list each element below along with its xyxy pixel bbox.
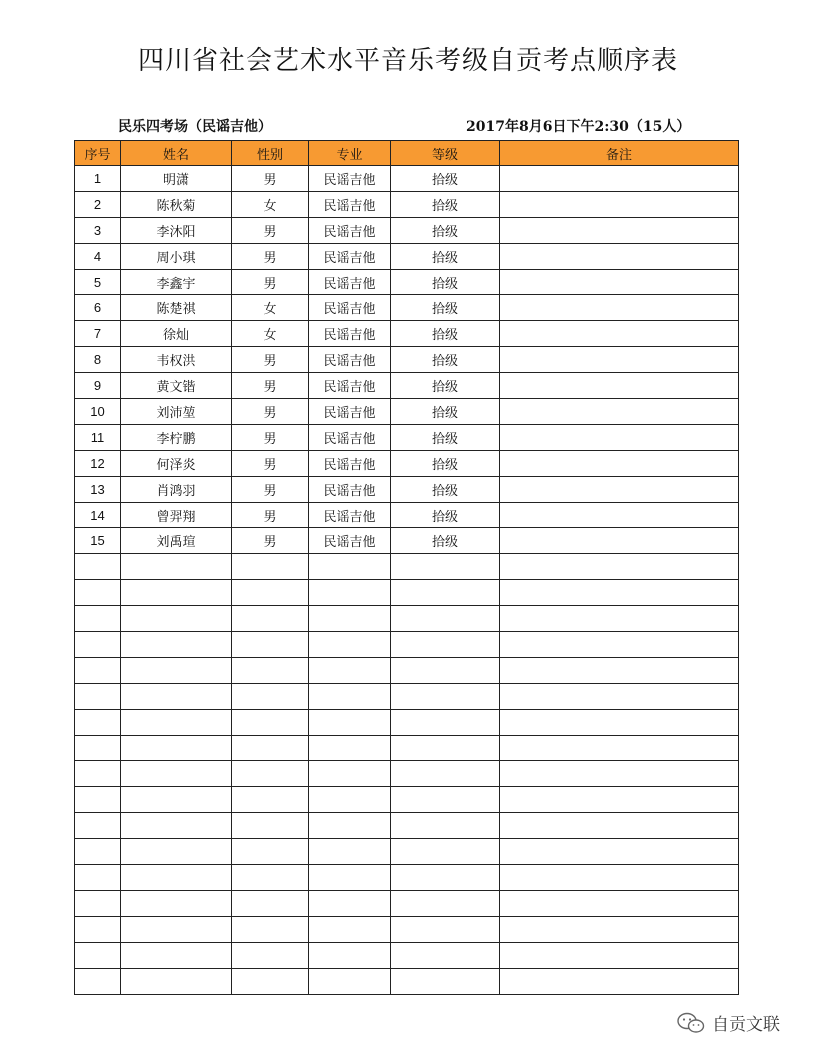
cell-note [500,476,739,502]
empty-cell [75,554,121,580]
cell-name: 黄文锴 [121,373,232,399]
watermark-text: 自贡文联 [712,1015,780,1035]
table-row [75,191,739,217]
cell-no: 8 [75,347,121,373]
empty-cell [75,865,121,891]
empty-cell [232,735,309,761]
cell-major: 民谣吉他 [309,191,391,217]
empty-table-row [75,709,739,735]
empty-cell [391,890,500,916]
empty-cell [309,735,391,761]
empty-cell [500,632,739,658]
empty-cell [75,657,121,683]
empty-cell [500,657,739,683]
empty-cell [121,787,232,813]
empty-table-row [75,916,739,942]
empty-cell [121,632,232,658]
empty-cell [391,813,500,839]
cell-major: 民谣吉他 [309,243,391,269]
cell-gender: 女 [232,321,309,347]
cell-note [500,243,739,269]
table-row [75,528,739,554]
cell-level: 拾级 [391,321,500,347]
cell-no: 15 [75,528,121,554]
cell-gender: 男 [232,424,309,450]
table-row [75,373,739,399]
cell-level: 拾级 [391,399,500,425]
cell-gender: 男 [232,450,309,476]
cell-name: 周小琪 [121,243,232,269]
table-row [75,217,739,243]
cell-name: 李柠鹏 [121,424,232,450]
empty-cell [391,735,500,761]
empty-cell [500,865,739,891]
empty-cell [500,580,739,606]
cell-no: 6 [75,295,121,321]
empty-cell [500,709,739,735]
empty-cell [500,839,739,865]
cell-no: 7 [75,321,121,347]
empty-cell [391,709,500,735]
empty-cell [232,916,309,942]
cell-level: 拾级 [391,243,500,269]
cell-level: 拾级 [391,476,500,502]
empty-cell [121,657,232,683]
table-row [75,399,739,425]
empty-cell [121,968,232,994]
cell-gender: 男 [232,166,309,192]
cell-gender: 男 [232,528,309,554]
empty-cell [121,890,232,916]
cell-name: 李鑫宇 [121,269,232,295]
empty-cell [500,606,739,632]
empty-cell [309,813,391,839]
empty-cell [232,839,309,865]
empty-cell [75,709,121,735]
empty-cell [121,761,232,787]
cell-note [500,295,739,321]
cell-no: 11 [75,424,121,450]
empty-cell [391,761,500,787]
empty-cell [232,683,309,709]
cell-level: 拾级 [391,347,500,373]
cell-name: 曾羿翔 [121,502,232,528]
empty-cell [75,813,121,839]
cell-gender: 男 [232,476,309,502]
cell-major: 民谣吉他 [309,450,391,476]
cell-major: 民谣吉他 [309,321,391,347]
empty-cell [309,839,391,865]
cell-gender: 男 [232,502,309,528]
empty-cell [75,632,121,658]
empty-cell [232,709,309,735]
cell-note [500,502,739,528]
header-note: 备注 [500,141,739,166]
cell-gender: 男 [232,373,309,399]
empty-cell [232,890,309,916]
empty-cell [121,942,232,968]
empty-cell [500,761,739,787]
cell-name: 徐灿 [121,321,232,347]
cell-note [500,217,739,243]
table-header-row [75,141,739,166]
empty-cell [121,839,232,865]
empty-cell [121,735,232,761]
table-row [75,347,739,373]
page-title: 四川省社会艺术水平音乐考级自贡考点顺序表 [137,46,678,76]
empty-table-row [75,735,739,761]
table-row [75,476,739,502]
cell-level: 拾级 [391,217,500,243]
empty-cell [232,968,309,994]
table-row [75,166,739,192]
empty-cell [309,632,391,658]
cell-name: 何泽炎 [121,450,232,476]
cell-name: 肖鸿羽 [121,476,232,502]
empty-cell [391,683,500,709]
empty-cell [75,839,121,865]
empty-cell [121,554,232,580]
cell-level: 拾级 [391,450,500,476]
cell-major: 民谣吉他 [309,528,391,554]
cell-major: 民谣吉他 [309,476,391,502]
cell-no: 5 [75,269,121,295]
empty-cell [121,865,232,891]
empty-cell [309,890,391,916]
empty-cell [391,787,500,813]
empty-cell [309,968,391,994]
empty-cell [232,606,309,632]
cell-gender: 男 [232,399,309,425]
cell-major: 民谣吉他 [309,502,391,528]
wechat-icon [676,1011,706,1035]
header-name: 姓名 [121,141,232,166]
header-level: 等级 [391,141,500,166]
empty-table-row [75,632,739,658]
empty-table-row [75,580,739,606]
cell-major: 民谣吉他 [309,347,391,373]
empty-table-row [75,683,739,709]
empty-cell [500,890,739,916]
cell-note [500,450,739,476]
empty-cell [232,632,309,658]
empty-cell [500,683,739,709]
cell-note [500,528,739,554]
empty-cell [121,813,232,839]
cell-major: 民谣吉他 [309,295,391,321]
empty-table-row [75,787,739,813]
empty-cell [75,890,121,916]
cell-level: 拾级 [391,373,500,399]
empty-cell [232,554,309,580]
cell-major: 民谣吉他 [309,166,391,192]
cell-note [500,321,739,347]
cell-name: 明潇 [121,166,232,192]
empty-cell [500,813,739,839]
empty-table-row [75,657,739,683]
empty-cell [391,916,500,942]
cell-level: 拾级 [391,502,500,528]
table-row [75,321,739,347]
empty-cell [121,606,232,632]
empty-cell [309,683,391,709]
empty-cell [232,657,309,683]
venue-label: 民乐四考场（民谣吉他） [118,119,272,135]
empty-cell [391,968,500,994]
table-row [75,269,739,295]
cell-name: 韦权洪 [121,347,232,373]
empty-cell [500,968,739,994]
empty-cell [391,554,500,580]
empty-cell [391,632,500,658]
empty-cell [309,709,391,735]
cell-major: 民谣吉他 [309,373,391,399]
cell-no: 10 [75,399,121,425]
cell-note [500,191,739,217]
cell-level: 拾级 [391,269,500,295]
empty-cell [391,580,500,606]
empty-cell [309,580,391,606]
cell-gender: 女 [232,191,309,217]
cell-gender: 女 [232,295,309,321]
cell-level: 拾级 [391,191,500,217]
table-row [75,424,739,450]
cell-no: 14 [75,502,121,528]
cell-note [500,399,739,425]
cell-no: 2 [75,191,121,217]
header-gender: 性别 [232,141,309,166]
table-row [75,502,739,528]
header-no: 序号 [75,141,121,166]
empty-cell [75,787,121,813]
cell-no: 13 [75,476,121,502]
empty-cell [121,683,232,709]
cell-note [500,424,739,450]
cell-major: 民谣吉他 [309,269,391,295]
empty-cell [232,865,309,891]
empty-table-row [75,942,739,968]
header-major: 专业 [309,141,391,166]
empty-cell [391,839,500,865]
table-row [75,295,739,321]
empty-cell [121,709,232,735]
empty-cell [75,761,121,787]
empty-cell [500,554,739,580]
cell-name: 刘沛堃 [121,399,232,425]
empty-cell [309,554,391,580]
cell-major: 民谣吉他 [309,399,391,425]
cell-gender: 男 [232,217,309,243]
empty-cell [309,865,391,891]
watermark [676,1010,780,1035]
cell-note [500,166,739,192]
empty-cell [500,787,739,813]
empty-cell [75,968,121,994]
empty-cell [75,580,121,606]
empty-table-row [75,761,739,787]
empty-cell [500,942,739,968]
empty-cell [309,942,391,968]
empty-cell [232,787,309,813]
empty-cell [232,580,309,606]
empty-cell [391,606,500,632]
cell-name: 陈楚祺 [121,295,232,321]
cell-level: 拾级 [391,295,500,321]
cell-level: 拾级 [391,424,500,450]
order-table [74,140,739,995]
schedule-time: 2017年8月6日下午2:30（15人） [466,119,691,135]
cell-no: 1 [75,166,121,192]
empty-cell [309,657,391,683]
empty-cell [500,735,739,761]
empty-cell [309,916,391,942]
cell-name: 陈秋菊 [121,191,232,217]
cell-major: 民谣吉他 [309,424,391,450]
empty-cell [309,761,391,787]
empty-table-row [75,968,739,994]
empty-cell [121,580,232,606]
empty-cell [75,683,121,709]
cell-note [500,347,739,373]
cell-no: 9 [75,373,121,399]
cell-level: 拾级 [391,166,500,192]
empty-cell [500,916,739,942]
cell-no: 3 [75,217,121,243]
table-row [75,243,739,269]
cell-gender: 男 [232,347,309,373]
cell-major: 民谣吉他 [309,217,391,243]
empty-cell [391,657,500,683]
empty-cell [309,606,391,632]
cell-level: 拾级 [391,528,500,554]
empty-table-row [75,890,739,916]
cell-no: 4 [75,243,121,269]
cell-gender: 男 [232,269,309,295]
empty-cell [75,942,121,968]
empty-table-row [75,554,739,580]
cell-note [500,373,739,399]
empty-cell [75,735,121,761]
table-row [75,450,739,476]
cell-note [500,269,739,295]
cell-no: 12 [75,450,121,476]
empty-cell [121,916,232,942]
empty-cell [232,761,309,787]
empty-cell [232,942,309,968]
empty-cell [309,787,391,813]
empty-cell [391,942,500,968]
cell-gender: 男 [232,243,309,269]
empty-cell [75,916,121,942]
empty-table-row [75,865,739,891]
cell-name: 刘禹瑄 [121,528,232,554]
empty-table-row [75,839,739,865]
cell-name: 李沐阳 [121,217,232,243]
empty-cell [391,865,500,891]
empty-table-row [75,606,739,632]
empty-cell [232,813,309,839]
empty-table-row [75,813,739,839]
empty-cell [75,606,121,632]
